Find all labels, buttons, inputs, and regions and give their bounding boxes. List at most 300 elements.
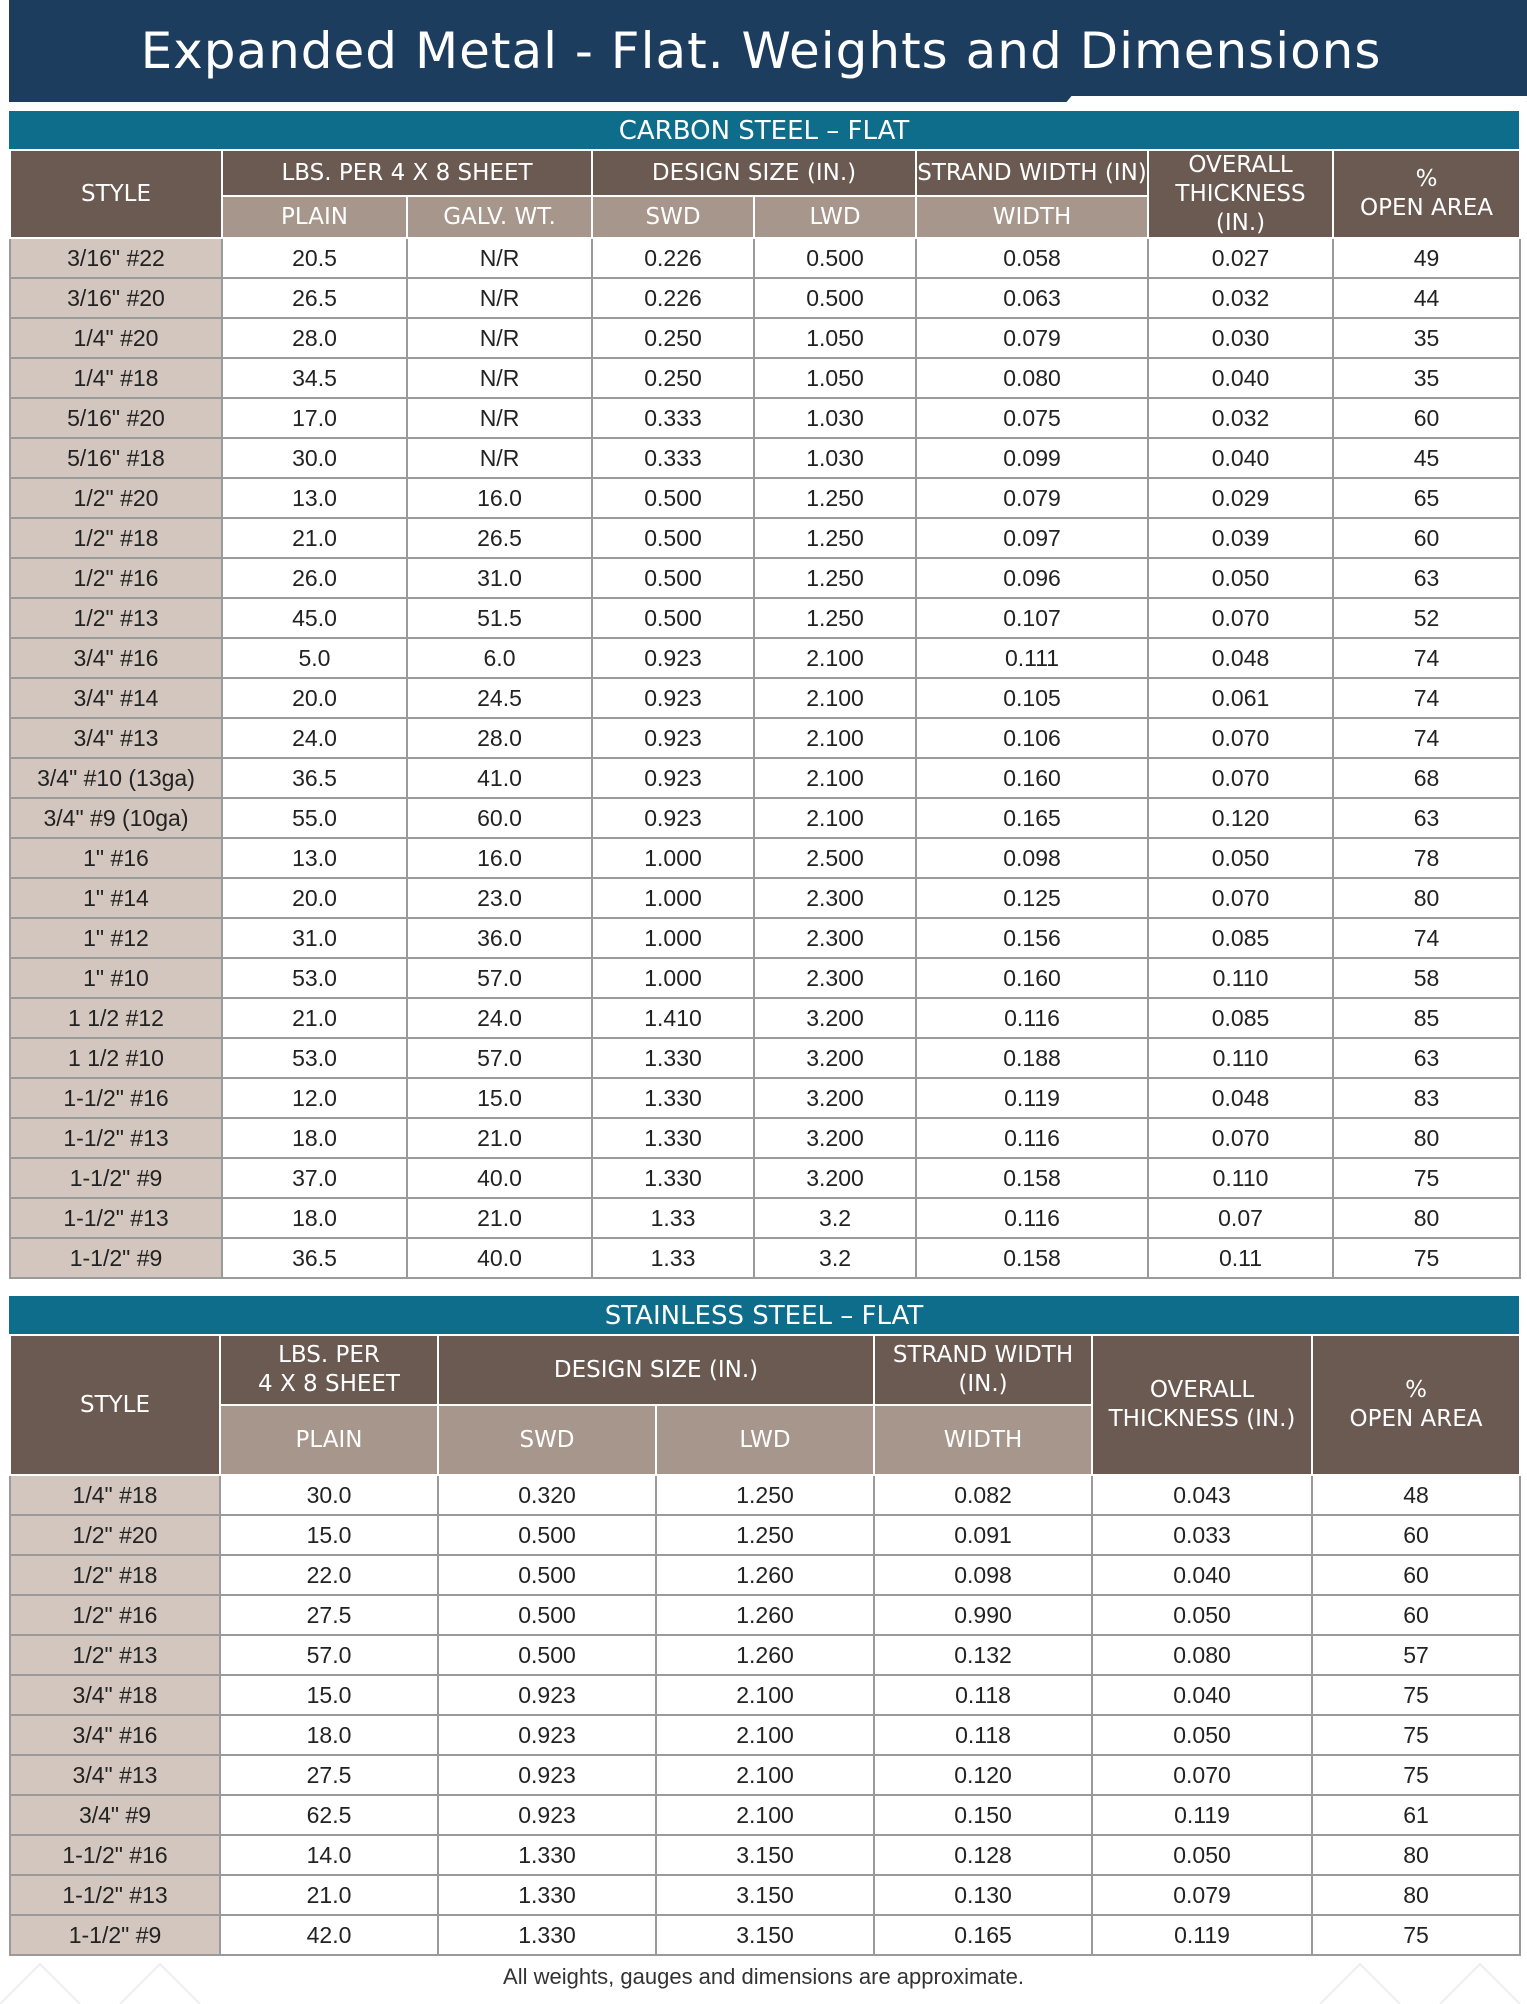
value-cell: 22.0	[220, 1555, 438, 1595]
style-cell: 1/2" #16	[10, 1595, 220, 1635]
style-cell: 1-1/2" #13	[10, 1875, 220, 1915]
value-cell: 1.250	[754, 598, 916, 638]
header-width: WIDTH	[916, 196, 1148, 238]
value-cell: 2.100	[656, 1715, 874, 1755]
value-cell: 0.119	[1092, 1915, 1312, 1955]
value-cell: 1.000	[592, 958, 754, 998]
ss-header-lwd: LWD	[656, 1405, 874, 1475]
ss-header-lbs-line2: 4 X 8 SHEET	[258, 1371, 400, 1397]
table-row	[10, 438, 1520, 478]
value-cell: 15.0	[220, 1675, 438, 1715]
value-cell: 0.106	[916, 718, 1148, 758]
value-cell: 26.5	[407, 518, 592, 558]
style-cell: 1/4" #20	[10, 318, 222, 358]
style-cell: 1/2" #18	[10, 518, 222, 558]
ss-header-open-area-line1: %	[1405, 1377, 1427, 1404]
table-row	[10, 798, 1520, 838]
table-row	[10, 1238, 1520, 1278]
style-cell: 1/2" #16	[10, 558, 222, 598]
ss-header-design-size: DESIGN SIZE (IN.)	[438, 1335, 874, 1405]
value-cell: 1.33	[592, 1198, 754, 1238]
style-cell: 1" #10	[10, 958, 222, 998]
value-cell: 0.075	[916, 398, 1148, 438]
value-cell: 65	[1333, 478, 1520, 518]
style-cell: 1/2" #13	[10, 1635, 220, 1675]
style-cell: 1-1/2" #13	[10, 1198, 222, 1238]
value-cell: 3.150	[656, 1835, 874, 1875]
table-row	[10, 1198, 1520, 1238]
style-cell: 1 1/2 #12	[10, 998, 222, 1038]
page-title: Expanded Metal - Flat. Weights and Dimensions	[140, 22, 1382, 80]
value-cell: 0.923	[592, 758, 754, 798]
value-cell: 57.0	[407, 958, 592, 998]
value-cell: 0.226	[592, 278, 754, 318]
value-cell: 3.150	[656, 1875, 874, 1915]
value-cell: 49	[1333, 238, 1520, 278]
value-cell: 63	[1333, 558, 1520, 598]
value-cell: 0.119	[916, 1078, 1148, 1118]
ss-header-width: WIDTH	[874, 1405, 1092, 1475]
value-cell: 36.5	[222, 758, 407, 798]
value-cell: 5.0	[222, 638, 407, 678]
style-cell: 1-1/2" #9	[10, 1915, 220, 1955]
carbon-steel-rows	[10, 238, 1520, 1278]
style-cell: 5/16" #18	[10, 438, 222, 478]
value-cell: 0.050	[1092, 1835, 1312, 1875]
style-cell: 1/4" #18	[10, 358, 222, 398]
value-cell: 18.0	[222, 1198, 407, 1238]
value-cell: 51.5	[407, 598, 592, 638]
value-cell: 0.120	[874, 1755, 1092, 1795]
value-cell: 15.0	[407, 1078, 592, 1118]
stainless-steel-section	[9, 1296, 1521, 1956]
table-row	[10, 718, 1520, 758]
table-row	[10, 838, 1520, 878]
value-cell: 0.923	[592, 638, 754, 678]
style-cell: 3/4" #13	[10, 718, 222, 758]
value-cell: N/R	[407, 278, 592, 318]
value-cell: 0.039	[1148, 518, 1333, 558]
value-cell: 0.120	[1148, 798, 1333, 838]
value-cell: 0.500	[592, 558, 754, 598]
style-cell: 1/2" #20	[10, 478, 222, 518]
value-cell: 75	[1312, 1715, 1520, 1755]
value-cell: 1.330	[438, 1835, 656, 1875]
value-cell: 24.5	[407, 678, 592, 718]
ss-header-overall-line1: OVERALL	[1149, 1377, 1255, 1404]
value-cell: 0.150	[874, 1795, 1092, 1835]
value-cell: 0.320	[438, 1475, 656, 1515]
style-cell: 5/16" #20	[10, 398, 222, 438]
value-cell: 80	[1333, 878, 1520, 918]
style-cell: 3/4" #10 (13ga)	[10, 758, 222, 798]
value-cell: 21.0	[407, 1118, 592, 1158]
value-cell: 35	[1333, 358, 1520, 398]
table-row	[10, 1635, 1520, 1675]
table-row	[10, 1755, 1520, 1795]
value-cell: 37.0	[222, 1158, 407, 1198]
value-cell: 0.226	[592, 238, 754, 278]
value-cell: 30.0	[222, 438, 407, 478]
header-design-size: DESIGN SIZE (IN.)	[592, 150, 916, 196]
value-cell: 1.030	[754, 398, 916, 438]
value-cell: 20.0	[222, 878, 407, 918]
style-cell: 1" #12	[10, 918, 222, 958]
value-cell: 3.150	[656, 1915, 874, 1955]
value-cell: 14.0	[220, 1835, 438, 1875]
value-cell: 1.330	[592, 1158, 754, 1198]
value-cell: 40.0	[407, 1238, 592, 1278]
header-swd: SWD	[592, 196, 754, 238]
value-cell: 13.0	[222, 838, 407, 878]
value-cell: 60	[1333, 398, 1520, 438]
stainless-steel-rows	[10, 1475, 1520, 1955]
value-cell: 0.040	[1092, 1675, 1312, 1715]
value-cell: 17.0	[222, 398, 407, 438]
value-cell: N/R	[407, 438, 592, 478]
style-cell: 1" #16	[10, 838, 222, 878]
value-cell: 1.030	[754, 438, 916, 478]
value-cell: 0.500	[592, 478, 754, 518]
table-row	[10, 1475, 1520, 1515]
table-row	[10, 1078, 1520, 1118]
value-cell: 0.116	[916, 1198, 1148, 1238]
value-cell: 0.085	[1148, 998, 1333, 1038]
value-cell: 0.070	[1148, 718, 1333, 758]
value-cell: 0.116	[916, 998, 1148, 1038]
value-cell: 75	[1333, 1238, 1520, 1278]
value-cell: 1.330	[438, 1915, 656, 1955]
table-row	[10, 1555, 1520, 1595]
value-cell: 74	[1333, 718, 1520, 758]
value-cell: 74	[1333, 638, 1520, 678]
value-cell: 0.070	[1148, 758, 1333, 798]
value-cell: 23.0	[407, 878, 592, 918]
footnote: All weights, gauges and dimensions are approximate.	[503, 1964, 1024, 1989]
value-cell: 20.0	[222, 678, 407, 718]
value-cell: 16.0	[407, 478, 592, 518]
header-overall-line2: THICKNESS (IN.)	[1175, 180, 1306, 236]
value-cell: 0.160	[916, 958, 1148, 998]
value-cell: 0.333	[592, 438, 754, 478]
value-cell: 75	[1333, 1158, 1520, 1198]
value-cell: 48	[1312, 1475, 1520, 1515]
value-cell: 30.0	[220, 1475, 438, 1515]
value-cell: 1.260	[656, 1555, 874, 1595]
value-cell: 1.050	[754, 318, 916, 358]
value-cell: 0.097	[916, 518, 1148, 558]
ss-header-lbs-line1: LBS. PER	[278, 1342, 380, 1369]
stainless-steel-title: STAINLESS STEEL – FLAT	[9, 1296, 1519, 1334]
value-cell: 0.07	[1148, 1198, 1333, 1238]
value-cell: 0.061	[1148, 678, 1333, 718]
value-cell: 0.923	[592, 798, 754, 838]
value-cell: 1.330	[592, 1118, 754, 1158]
table-row	[10, 918, 1520, 958]
value-cell: 0.091	[874, 1515, 1092, 1555]
table-row	[10, 358, 1520, 398]
value-cell: 28.0	[222, 318, 407, 358]
value-cell: 21.0	[220, 1875, 438, 1915]
table-row	[10, 678, 1520, 718]
table-row	[10, 1835, 1520, 1875]
value-cell: 60	[1312, 1515, 1520, 1555]
value-cell: 74	[1333, 918, 1520, 958]
value-cell: 0.500	[438, 1515, 656, 1555]
style-cell: 3/16" #22	[10, 238, 222, 278]
value-cell: 31.0	[222, 918, 407, 958]
style-cell: 1/4" #18	[10, 1475, 220, 1515]
value-cell: 0.250	[592, 318, 754, 358]
style-cell: 1-1/2" #9	[10, 1238, 222, 1278]
value-cell: 1.330	[592, 1038, 754, 1078]
style-cell: 1 1/2 #10	[10, 1038, 222, 1078]
value-cell: 0.500	[438, 1555, 656, 1595]
value-cell: 75	[1312, 1675, 1520, 1715]
value-cell: 60.0	[407, 798, 592, 838]
value-cell: 1.330	[592, 1078, 754, 1118]
ss-header-swd: SWD	[438, 1405, 656, 1475]
table-row	[10, 478, 1520, 518]
value-cell: 0.118	[874, 1675, 1092, 1715]
value-cell: 3.200	[754, 1158, 916, 1198]
ss-header-lbs-per-sheet	[220, 1335, 438, 1405]
value-cell: 0.050	[1148, 838, 1333, 878]
value-cell: 0.070	[1148, 1118, 1333, 1158]
header-style: STYLE	[10, 150, 222, 238]
value-cell: 0.923	[438, 1795, 656, 1835]
table-row	[10, 1515, 1520, 1555]
value-cell: 57	[1312, 1635, 1520, 1675]
value-cell: 0.923	[592, 678, 754, 718]
header-lwd: LWD	[754, 196, 916, 238]
value-cell: 1.260	[656, 1595, 874, 1635]
table-row	[10, 1595, 1520, 1635]
ss-header-strand-line1: STRAND WIDTH	[892, 1342, 1074, 1369]
value-cell: 2.100	[754, 718, 916, 758]
table-row	[10, 1915, 1520, 1955]
value-cell: 34.5	[222, 358, 407, 398]
value-cell: 2.300	[754, 878, 916, 918]
value-cell: 36.5	[222, 1238, 407, 1278]
value-cell: 0.085	[1148, 918, 1333, 958]
value-cell: 0.125	[916, 878, 1148, 918]
value-cell: 58	[1333, 958, 1520, 998]
value-cell: 3.200	[754, 1118, 916, 1158]
value-cell: 75	[1312, 1915, 1520, 1955]
table-row	[10, 1158, 1520, 1198]
header-overall-thickness	[1148, 150, 1333, 238]
header-open-area-line1: %	[1415, 166, 1438, 193]
value-cell: 3.200	[754, 998, 916, 1038]
ss-header-style: STYLE	[10, 1335, 220, 1475]
style-cell: 3/4" #16	[10, 1715, 220, 1755]
value-cell: 2.100	[754, 638, 916, 678]
value-cell: 18.0	[222, 1118, 407, 1158]
table-row	[10, 398, 1520, 438]
value-cell: 0.923	[438, 1675, 656, 1715]
value-cell: 18.0	[220, 1715, 438, 1755]
value-cell: 0.027	[1148, 238, 1333, 278]
value-cell: 0.990	[874, 1595, 1092, 1635]
value-cell: 0.079	[1092, 1875, 1312, 1915]
value-cell: 0.070	[1148, 878, 1333, 918]
ss-header-strand-width	[874, 1335, 1092, 1405]
value-cell: 2.100	[656, 1795, 874, 1835]
value-cell: 0.030	[1148, 318, 1333, 358]
value-cell: 0.050	[1092, 1715, 1312, 1755]
value-cell: 0.130	[874, 1875, 1092, 1915]
value-cell: 3.2	[754, 1238, 916, 1278]
value-cell: 57.0	[220, 1635, 438, 1675]
value-cell: 80	[1333, 1118, 1520, 1158]
value-cell: 15.0	[220, 1515, 438, 1555]
value-cell: 80	[1312, 1835, 1520, 1875]
table-row	[10, 758, 1520, 798]
style-cell: 3/4" #14	[10, 678, 222, 718]
value-cell: 1.000	[592, 918, 754, 958]
value-cell: 45.0	[222, 598, 407, 638]
value-cell: 85	[1333, 998, 1520, 1038]
value-cell: 0.107	[916, 598, 1148, 638]
value-cell: 0.032	[1148, 278, 1333, 318]
value-cell: 0.080	[916, 358, 1148, 398]
value-cell: 0.160	[916, 758, 1148, 798]
value-cell: 0.500	[754, 238, 916, 278]
value-cell: 13.0	[222, 478, 407, 518]
value-cell: 0.158	[916, 1238, 1148, 1278]
value-cell: 1.000	[592, 838, 754, 878]
value-cell: 31.0	[407, 558, 592, 598]
value-cell: 80	[1312, 1875, 1520, 1915]
value-cell: 0.040	[1148, 358, 1333, 398]
value-cell: 0.048	[1148, 1078, 1333, 1118]
value-cell: 0.058	[916, 238, 1148, 278]
value-cell: 0.500	[592, 598, 754, 638]
value-cell: 53.0	[222, 958, 407, 998]
style-cell: 1-1/2" #16	[10, 1835, 220, 1875]
value-cell: 0.923	[592, 718, 754, 758]
value-cell: 40.0	[407, 1158, 592, 1198]
value-cell: 2.300	[754, 958, 916, 998]
header-open-area-line2: OPEN AREA	[1360, 195, 1494, 222]
value-cell: 20.5	[222, 238, 407, 278]
value-cell: 2.100	[656, 1755, 874, 1795]
value-cell: 16.0	[407, 838, 592, 878]
value-cell: 80	[1333, 1198, 1520, 1238]
table-row	[10, 518, 1520, 558]
value-cell: 78	[1333, 838, 1520, 878]
value-cell: 83	[1333, 1078, 1520, 1118]
value-cell: 0.029	[1148, 478, 1333, 518]
style-cell: 3/16" #20	[10, 278, 222, 318]
value-cell: 0.040	[1148, 438, 1333, 478]
value-cell: 28.0	[407, 718, 592, 758]
value-cell: 0.158	[916, 1158, 1148, 1198]
value-cell: 21.0	[407, 1198, 592, 1238]
ss-header-plain: PLAIN	[220, 1405, 438, 1475]
value-cell: 1.250	[656, 1515, 874, 1555]
style-cell: 1-1/2" #13	[10, 1118, 222, 1158]
value-cell: 1.410	[592, 998, 754, 1038]
style-cell: 1" #14	[10, 878, 222, 918]
value-cell: 6.0	[407, 638, 592, 678]
value-cell: 1.250	[754, 518, 916, 558]
header-overall-line1: OVERALL	[1188, 152, 1293, 178]
value-cell: 63	[1333, 798, 1520, 838]
value-cell: 0.048	[1148, 638, 1333, 678]
banner-swoosh	[1066, 96, 1527, 102]
value-cell: 0.096	[916, 558, 1148, 598]
value-cell: 0.11	[1148, 1238, 1333, 1278]
value-cell: 27.5	[220, 1755, 438, 1795]
table-row	[10, 1875, 1520, 1915]
value-cell: 68	[1333, 758, 1520, 798]
title-banner	[9, 0, 1527, 102]
value-cell: 1.33	[592, 1238, 754, 1278]
value-cell: 1.250	[754, 478, 916, 518]
table-row	[10, 1715, 1520, 1755]
value-cell: 1.330	[438, 1875, 656, 1915]
value-cell: 1.250	[656, 1475, 874, 1515]
value-cell: N/R	[407, 318, 592, 358]
carbon-steel-title: CARBON STEEL – FLAT	[9, 111, 1519, 149]
value-cell: 0.098	[874, 1555, 1092, 1595]
value-cell: 24.0	[222, 718, 407, 758]
value-cell: 0.132	[874, 1635, 1092, 1675]
style-cell: 1/2" #13	[10, 598, 222, 638]
value-cell: 0.032	[1148, 398, 1333, 438]
value-cell: 0.099	[916, 438, 1148, 478]
style-cell: 3/4" #9 (10ga)	[10, 798, 222, 838]
value-cell: 0.116	[916, 1118, 1148, 1158]
style-cell: 1/2" #18	[10, 1555, 220, 1595]
value-cell: 0.165	[916, 798, 1148, 838]
value-cell: 0.079	[916, 318, 1148, 358]
ss-header-overall-line2: THICKNESS (IN.)	[1108, 1406, 1296, 1432]
value-cell: 1.000	[592, 878, 754, 918]
value-cell: 42.0	[220, 1915, 438, 1955]
value-cell: 53.0	[222, 1038, 407, 1078]
table-row	[10, 1038, 1520, 1078]
value-cell: 0.165	[874, 1915, 1092, 1955]
value-cell: 1.250	[754, 558, 916, 598]
value-cell: 0.110	[1148, 1158, 1333, 1198]
value-cell: 3.2	[754, 1198, 916, 1238]
value-cell: 2.100	[656, 1675, 874, 1715]
value-cell: 0.070	[1148, 598, 1333, 638]
table-row	[10, 238, 1520, 278]
value-cell: 75	[1312, 1755, 1520, 1795]
value-cell: 60	[1333, 518, 1520, 558]
stainless-steel-table	[9, 1334, 1521, 1956]
table-row	[10, 1118, 1520, 1158]
value-cell: 45	[1333, 438, 1520, 478]
value-cell: 0.188	[916, 1038, 1148, 1078]
ss-header-open-area-line2: OPEN AREA	[1349, 1406, 1483, 1432]
table-row	[10, 638, 1520, 678]
value-cell: 1.260	[656, 1635, 874, 1675]
style-cell: 1-1/2" #9	[10, 1158, 222, 1198]
value-cell: 21.0	[222, 998, 407, 1038]
carbon-steel-section	[9, 111, 1521, 1279]
header-lbs-per-sheet: LBS. PER 4 X 8 SHEET	[222, 150, 592, 196]
value-cell: 12.0	[222, 1078, 407, 1118]
value-cell: 3.200	[754, 1078, 916, 1118]
value-cell: 0.070	[1092, 1755, 1312, 1795]
value-cell: 74	[1333, 678, 1520, 718]
table-row	[10, 318, 1520, 358]
